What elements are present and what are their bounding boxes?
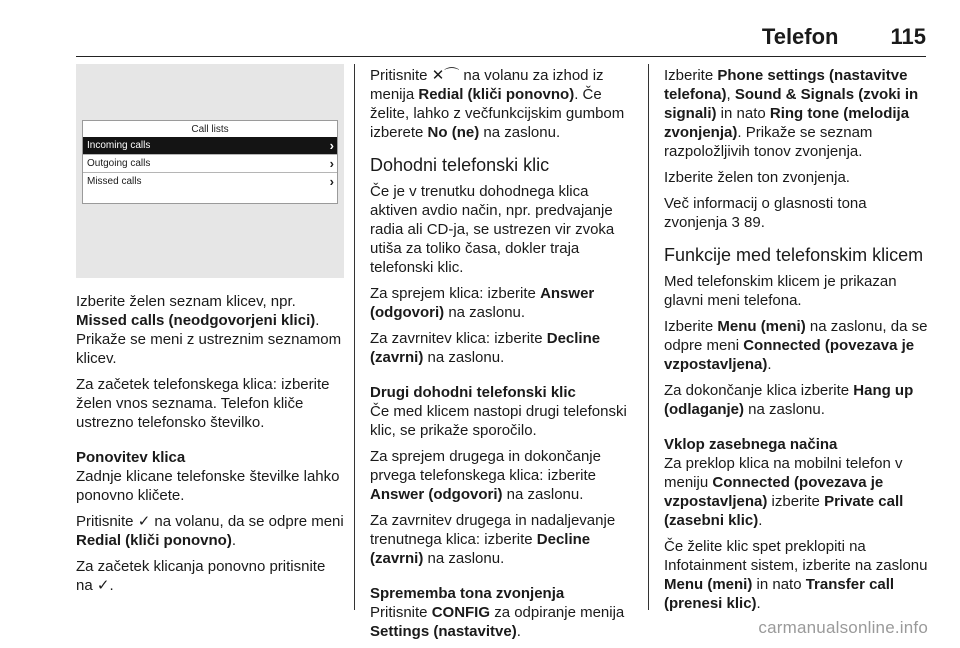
paragraph: Pritisnite CONFIG za odpiranje menija Settings (nastavitve).	[370, 604, 625, 640]
paragraph: Za začetek telefonskega klica: izberite želen vnos seznama. Telefon kliče ustrezno telefonsko številko.	[76, 376, 330, 431]
paragraph: Izberite želen seznam klicev, npr. Missed calls (neodgovorjeni klici). Prikaže se meni z ustreznim seznamom klicev.	[76, 293, 342, 367]
paragraph: Več informacij o glasnosti tona zvonjenja 3 89.	[664, 195, 867, 231]
chevron-right-icon: ›	[329, 174, 334, 189]
paragraph: Za zavrnitev klica: izberite Decline (zavrni) na zaslonu.	[370, 330, 601, 366]
paragraph: Izberite Menu (meni) na zaslonu, da se odpre meni Connected (povezava je vzpostavljena).	[664, 318, 928, 373]
column-1	[76, 64, 344, 602]
paragraph: Za sprejem klica: izberite Answer (odgovori) na zaslonu.	[370, 285, 595, 321]
list-item-label: Incoming calls	[87, 140, 151, 151]
header-rule	[76, 56, 926, 57]
list-item-incoming	[83, 137, 337, 154]
list-item-outgoing	[83, 154, 337, 172]
heading-incoming-call: Dohodni telefonski klic	[370, 155, 550, 175]
page-number: 115	[890, 24, 926, 49]
paragraph: Za preklop klica na mobilni telefon v meniju Connected (povezava je vzpostavljena) izberite Private call (zasebni klic).	[664, 455, 904, 529]
paragraph: Zadnje klicane telefonske številke lahko ponovno kličete.	[76, 468, 340, 504]
list-item-label: Missed calls	[87, 176, 142, 187]
heading-private-mode: Vklop zasebnega načina	[664, 436, 838, 453]
heading-redial: Ponovitev klica	[76, 449, 186, 466]
heading-call-functions: Funkcije med telefonskim klicem	[664, 245, 924, 265]
paragraph: Za dokončanje klica izberite Hang up (odlaganje) na zaslonu.	[664, 382, 914, 418]
paragraph: Za sprejem drugega in dokončanje prvega telefonskega klica: izberite Answer (odgovori) na zaslonu.	[370, 448, 601, 503]
page-reference-icon: 3	[731, 214, 740, 231]
page-header	[76, 24, 926, 50]
column-divider	[648, 64, 649, 610]
paragraph: Če želite klic spet preklopiti na Infotainment sistem, izberite na zaslonu Menu (meni) in nato Transfer call (prenesi klic).	[664, 538, 928, 612]
call-lists-display	[82, 120, 338, 204]
display-title: Call lists	[191, 124, 229, 135]
heading-ringtone: Sprememba tona zvonjenja	[370, 585, 565, 602]
paragraph: Izberite želen ton zvonjenja.	[664, 169, 850, 186]
chevron-right-icon: ›	[329, 138, 334, 153]
paragraph: Če med klicem nastopi drugi telefonski klic, se prikaže sporočilo.	[370, 403, 627, 439]
column-3	[664, 66, 928, 620]
column-divider	[354, 64, 355, 610]
list-item-label: Outgoing calls	[87, 158, 151, 169]
paragraph: Za začetek klicanja ponovno pritisnite na ✓.	[76, 558, 326, 594]
watermark: carmanualsonline.info	[758, 618, 928, 637]
paragraph: Pritisnite ✕⌒ na volanu za izhod iz menija Redial (kliči ponovno). Če želite, lahko z večfunkcijskim gumbom izberete No (ne) na zaslonu.	[370, 67, 625, 141]
paragraph: Izberite Phone settings (nastavitve telefona), Sound & Signals (zvoki in signali) in nato Ring tone (melodija zvonjenja). Prikaže se seznam razpoložljivih tonov zvonjenja.	[664, 67, 919, 160]
column-2	[370, 66, 634, 648]
section-title: Telefon	[761, 24, 839, 49]
list-item-missed	[83, 172, 337, 190]
paragraph: Če je v trenutku dohodnega klica aktiven avdio način, npr. predvajanje radia ali CD-ja, se ustrezen vir zvoka utiša za toliko časa, dokler traja telefonski klic.	[370, 183, 615, 276]
call-icon: ✓	[96, 577, 110, 594]
paragraph: Pritisnite ✓ na volanu, da se odpre meni Redial (kliči ponovno).	[76, 513, 344, 549]
paragraph: Za zavrnitev drugega in nadaljevanje trenutnega klica: izberite Decline (zavrni) na zaslonu.	[370, 512, 616, 567]
end-call-icon: ✕⌒	[431, 67, 460, 84]
call-lists-screenshot	[76, 64, 344, 278]
paragraph: Med telefonskim klicem je prikazan glavni meni telefona.	[664, 273, 897, 309]
call-icon: ✓	[137, 513, 151, 530]
chevron-right-icon: ›	[329, 156, 334, 171]
heading-second-call: Drugi dohodni telefonski klic	[370, 384, 576, 401]
